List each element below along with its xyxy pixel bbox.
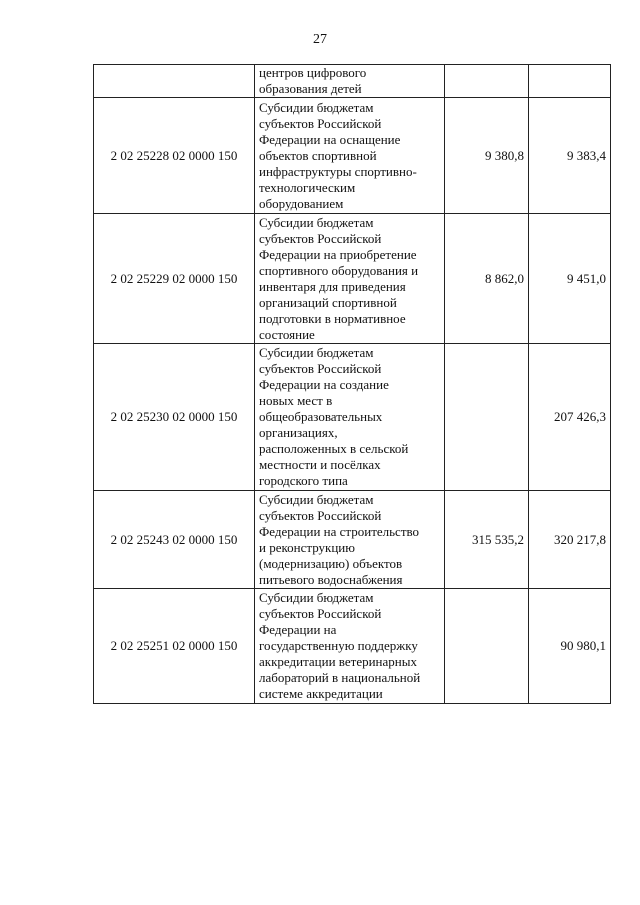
description-line: образования детей — [259, 81, 362, 96]
amount-cell-1 — [445, 344, 529, 491]
amount-cell-1 — [445, 589, 529, 704]
description-line: общеобразовательных — [259, 409, 383, 424]
description-line: (модернизацию) объектов — [259, 555, 403, 571]
amount-cell-1: 8 862,0 — [445, 214, 529, 344]
description-line: инвентаря для приведения — [259, 278, 406, 294]
description-line: и реконструкцию — [259, 539, 355, 555]
budget-code-cell: 2 02 25243 02 0000 150 — [94, 491, 255, 589]
description-line: Субсидии бюджетам — [259, 590, 374, 605]
description-line: субъектов Российской — [259, 115, 382, 131]
description-cell — [255, 589, 445, 704]
description-line: Федерации на оснащение — [259, 131, 401, 147]
description-line: спортивного оборудования и — [259, 262, 419, 278]
description-line: состояние — [259, 326, 315, 342]
description-line: оборудованием — [259, 195, 344, 211]
description-line: центров цифрового — [259, 65, 367, 80]
budget-code-cell: 2 02 25228 02 0000 150 — [94, 98, 255, 214]
table-row — [94, 491, 611, 589]
description-line: организаций спортивной — [259, 294, 397, 310]
budget-revenue-table — [93, 64, 611, 704]
table-row — [94, 344, 611, 491]
budget-code-cell: 2 02 25230 02 0000 150 — [94, 344, 255, 491]
description-line: Субсидии бюджетам — [259, 491, 374, 507]
table-body — [94, 65, 611, 704]
description-line: субъектов Российской — [259, 606, 382, 621]
amount-cell-2: 207 426,3 — [529, 344, 611, 491]
amount-cell-2: 320 217,8 — [529, 491, 611, 589]
description-line: Субсидии бюджетам — [259, 99, 374, 115]
budget-code-cell — [94, 65, 255, 98]
description-line: системе аккредитации — [259, 686, 383, 701]
page-number: 27 — [313, 32, 327, 47]
amount-cell-2 — [529, 65, 611, 98]
amount-cell-1: 9 380,8 — [445, 98, 529, 214]
table-row — [94, 214, 611, 344]
description-line: субъектов Российской — [259, 361, 382, 376]
table-row — [94, 65, 611, 98]
description-line: Федерации на приобретение — [259, 246, 417, 262]
description-cell — [255, 491, 445, 589]
amount-cell-1: 315 535,2 — [445, 491, 529, 589]
description-line: инфраструктуры спортивно- — [259, 163, 417, 179]
description-cell — [255, 65, 445, 98]
description-line: объектов спортивной — [259, 147, 377, 163]
amount-cell-2: 9 451,0 — [529, 214, 611, 344]
description-line: субъектов Российской — [259, 507, 382, 523]
amount-cell-2: 9 383,4 — [529, 98, 611, 214]
description-cell — [255, 214, 445, 344]
description-line: лабораторий в национальной — [259, 670, 421, 685]
budget-code-cell: 2 02 25229 02 0000 150 — [94, 214, 255, 344]
description-line: подготовки в нормативное — [259, 310, 406, 326]
description-line: технологическим — [259, 179, 356, 195]
description-line: городского типа — [259, 473, 348, 488]
description-line: местности и посёлках — [259, 457, 381, 472]
description-line: субъектов Российской — [259, 230, 382, 246]
description-line: расположенных в сельской — [259, 441, 409, 456]
description-line: государственную поддержку — [259, 638, 418, 653]
description-line: аккредитации ветеринарных — [259, 654, 417, 669]
description-line: питьевого водоснабжения — [259, 571, 403, 587]
description-line: новых мест в — [259, 393, 333, 408]
description-line: Федерации на — [259, 622, 337, 637]
amount-cell-1 — [445, 65, 529, 98]
description-line: организациях, — [259, 425, 338, 440]
description-cell — [255, 344, 445, 491]
description-line: Федерации на строительство — [259, 523, 420, 539]
amount-cell-2: 90 980,1 — [529, 589, 611, 704]
description-line: Субсидии бюджетам — [259, 345, 374, 360]
budget-code-cell: 2 02 25251 02 0000 150 — [94, 589, 255, 704]
description-cell — [255, 98, 445, 214]
description-line: Федерации на создание — [259, 377, 389, 392]
description-line: Субсидии бюджетам — [259, 214, 374, 230]
table-row — [94, 98, 611, 214]
table-row — [94, 589, 611, 704]
